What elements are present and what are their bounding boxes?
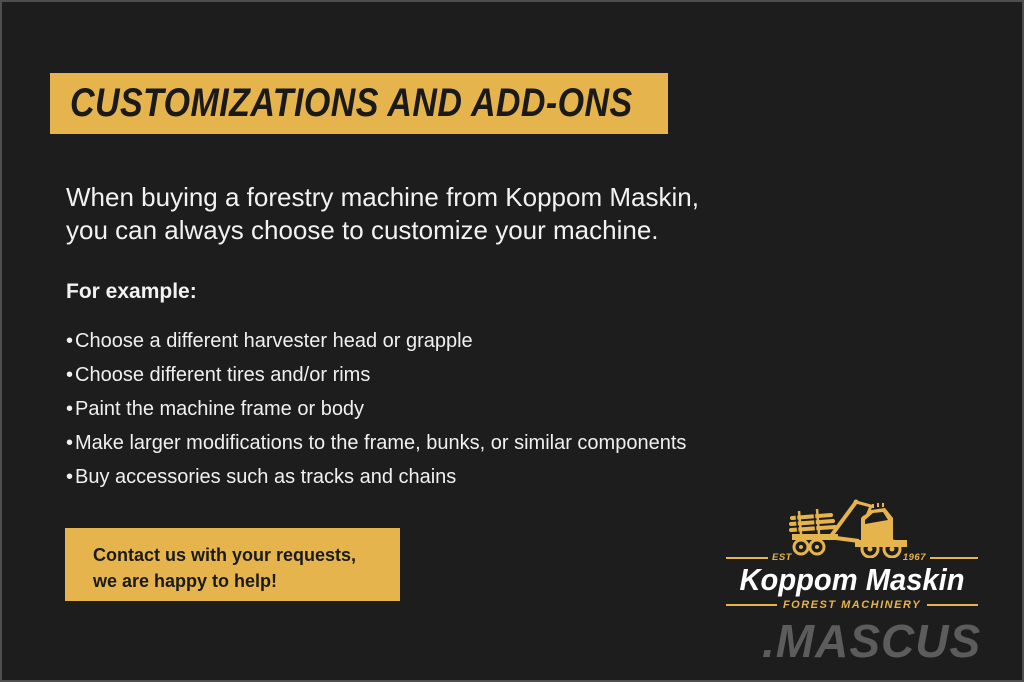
mascus-watermark: .MASCUS xyxy=(762,615,982,667)
intro-line-1: When buying a forestry machine from Koppom Maskin, xyxy=(66,182,699,212)
list-item xyxy=(66,460,686,494)
bullet-dot: • xyxy=(66,466,74,488)
contact-line-1: Contact us with your requests, xyxy=(93,545,357,565)
forwarder-machine-icon xyxy=(784,494,914,558)
divider-line xyxy=(726,604,777,606)
koppom-maskin-logo xyxy=(726,494,978,616)
list-item-text: Make larger modifications to the frame, bunks, or similar components xyxy=(75,432,687,454)
intro-line-2: you can always choose to customize your machine. xyxy=(66,215,659,245)
list-item xyxy=(66,358,686,392)
intro-paragraph xyxy=(66,181,699,247)
page-title: CUSTOMIZATIONS AND ADD-ONS xyxy=(70,81,633,125)
logo-tagline-row xyxy=(726,599,978,611)
logo-est: EST xyxy=(772,552,792,563)
bullet-dot: • xyxy=(66,330,74,352)
contact-line-2: we are happy to help! xyxy=(93,571,278,591)
examples-list xyxy=(66,324,686,494)
bullet-dot: • xyxy=(66,364,74,386)
list-item xyxy=(66,392,686,426)
divider-line xyxy=(726,557,768,559)
list-item xyxy=(66,324,686,358)
divider-line xyxy=(930,557,978,559)
list-item-text: Buy accessories such as tracks and chains xyxy=(75,466,457,488)
examples-heading: For example: xyxy=(66,280,197,303)
list-item-text: Choose different tires and/or rims xyxy=(75,364,371,386)
logo-tagline: FOREST MACHINERY xyxy=(782,599,922,611)
list-item xyxy=(66,426,686,460)
title-banner xyxy=(50,73,668,134)
list-item-text: Paint the machine frame or body xyxy=(75,398,365,420)
contact-banner xyxy=(65,528,400,601)
divider-line xyxy=(927,604,978,606)
list-item-text: Choose a different harvester head or grapple xyxy=(75,330,473,352)
logo-name: Koppom Maskin xyxy=(739,562,965,597)
bullet-dot: • xyxy=(66,432,74,454)
logo-year: 1967 xyxy=(902,552,926,563)
bullet-dot: • xyxy=(66,398,74,420)
